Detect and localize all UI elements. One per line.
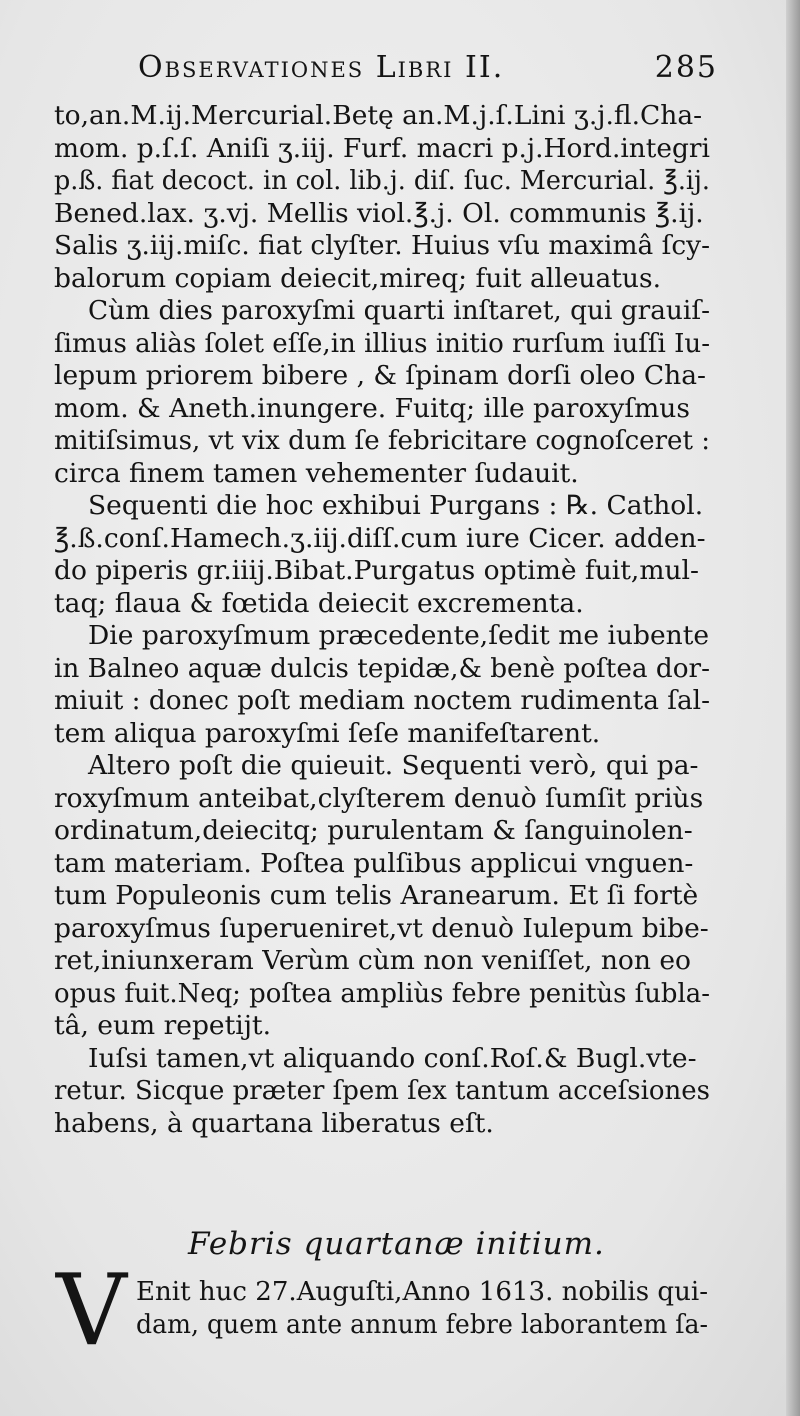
text-line: in Balneo aquæ dulcis tepidæ,& benè poſtea dor- (54, 652, 710, 684)
drop-cap: V (56, 1254, 127, 1368)
text-line: to,an.M.ij.Mercurial.Betę an.M.j.ſ.Lini ʒ.j.fl.Cha- (54, 100, 703, 131)
text-line: habens, à quartana liberatus eſt. (54, 1107, 494, 1139)
text-line: tum Populeonis cum telis Aranearum. Et ſi fortè (54, 880, 699, 911)
text-line: ſimus aliàs ſolet eſſe,in illius initio rurſum iuſſi Iu- (54, 327, 710, 359)
running-title: Observationes Libri II. (138, 50, 505, 85)
page-number: 285 (654, 50, 718, 85)
text-line: Cùm dies paroxyſmi quarti inſtaret, qui grauiſ- (88, 295, 710, 326)
text-line: taq; flaua & fœtida deiecit excrementa. (54, 587, 584, 619)
text-line: tem aliqua paroxyſmi ſeſe manifeſtarent. (54, 717, 601, 749)
text-line: roxyſmum anteibat,clyſterem denuò ſumſit priùs (54, 782, 704, 814)
text-line: balorum copiam deiecit,mireq; fuit alleuatus. (54, 262, 661, 294)
text-line: mom. p.ſ.ſ. Aniſi ʒ.iij. Furf. macri p.j.Hord.integri (54, 132, 710, 164)
text-line: do piperis gr.iiij.Bibat.Purgatus optimè fuit,mul- (54, 555, 699, 586)
text-line: opus fuit.Neq; poſtea ampliùs febre penitùs ſubla- (54, 977, 710, 1009)
text-line: ℥.ß.conſ.Hamech.ʒ.iij.diſſ.cum iure Cicer. adden- (54, 522, 706, 554)
text-line: Iuſsi tamen,vt aliquando conſ.Roſ.& Bugl.vte- (88, 1042, 697, 1074)
text-line: Die paroxyſmum præcedente,ſedit me iubente (88, 620, 710, 651)
text-line: Sequenti die hoc exhibui Purgans : ℞. Cathol. (88, 490, 704, 521)
text-line: lepum priorem bibere , & ſpinam dorſi oleo Cha- (54, 360, 706, 391)
text-line: retur. Sicque præter ſpem ſex tantum acceſsiones (54, 1075, 710, 1106)
text-line: Bened.lax. ʒ.vj. Mellis viol.℥.j. Ol. communis ℥.ij. (54, 197, 704, 229)
text-line: ret,iniunxeram Verùm cùm non veniſſet, non eo (54, 945, 692, 976)
text-line: p.ß. fiat decoct. in col. lib.j. diſ. ſuc. Mercurial. ℥.ij. (54, 165, 710, 196)
text-line: mitiſsimus, vt vix dum ſe febricitare cognoſceret : (54, 425, 710, 456)
text-line: tam materiam. Poſtea pulſibus applicui vnguen- (54, 847, 694, 879)
text-line: ordinatum,deiecitq; purulentam & ſanguinolen- (54, 815, 693, 846)
body-text (54, 100, 710, 1140)
new-section-text (136, 1275, 739, 1341)
page-header (138, 50, 718, 90)
text-line: circa finem tamen vehementer ſudauit. (54, 457, 579, 489)
text-line: tâ, eum repetijt. (54, 1010, 272, 1041)
page-gutter-shadow (786, 0, 800, 1416)
text-line: Salis ʒ.iij.miſc. fiat clyſter. Huius vſu maximâ ſcy- (54, 230, 710, 261)
text-line: Enit huc 27.Auguſti,Anno 1613. nobilis qui- (136, 1276, 708, 1307)
text-line: dam, quem ante annum febre laborantem ſa- (136, 1309, 708, 1340)
text-line: Altero poſt die quieuit. Sequenti verò, qui pa- (88, 750, 699, 781)
text-line: mom. & Aneth.inungere. Fuitq; ille paroxyſmus (54, 392, 690, 424)
text-line: miuit : donec poſt mediam noctem rudimenta ſal- (54, 685, 710, 716)
section-title: Febris quartanæ initium. (188, 1226, 605, 1262)
text-line: paroxyſmus ſuperueniret,vt denuò Iulepum bibe- (54, 912, 709, 944)
